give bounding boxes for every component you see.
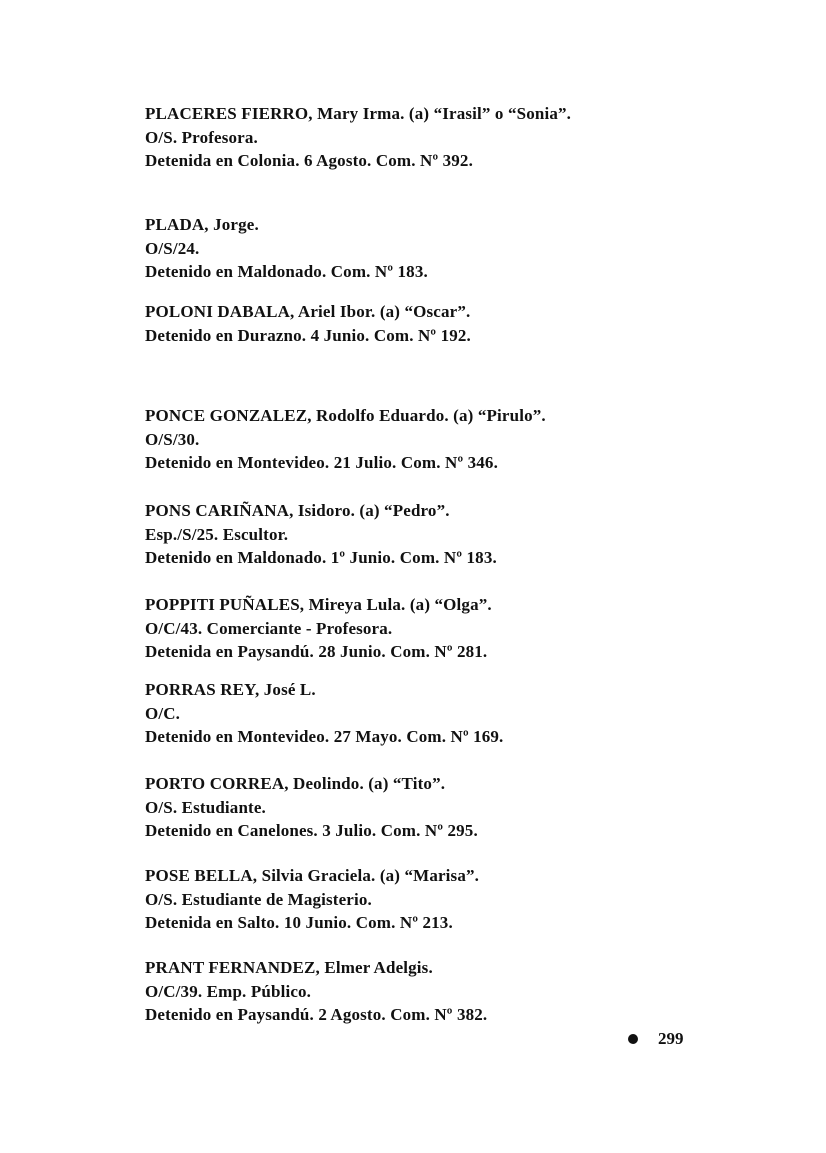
page-number: 299 [658,1029,684,1048]
list-item [145,499,765,593]
entry-detention: Detenida en Paysandú. 28 Junio. Com. Nº 281. [145,642,488,661]
entry-details: O/S/24. [145,238,200,258]
list-item [145,404,765,499]
list-item [145,864,765,956]
list-item [145,593,765,678]
list-item [145,300,765,404]
entry-name: PORRAS REY, José L. [145,680,316,699]
entry-name: PONCE GONZALEZ, Rodolfo Eduardo. (a) “Pirulo”. [145,406,546,425]
entry-details: Esp./S/25. Escultor. [145,524,289,544]
entry-name: PRANT FERNANDEZ, Elmer Adelgis. [145,958,433,977]
entry-detention: Detenido en Canelones. 3 Julio. Com. Nº 295. [145,821,478,840]
entry-name: POLONI DABALA, Ariel Ibor. (a) “Oscar”. [145,302,471,321]
list-item [145,213,765,300]
entry-details: O/S. Estudiante de Magisterio. [145,889,372,909]
entry-detention: Detenido en Montevideo. 21 Julio. Com. Nº 346. [145,453,498,472]
list-item [145,102,765,213]
entry-detention: Detenida en Salto. 10 Junio. Com. Nº 213. [145,913,453,932]
entry-detention: Detenido en Maldonado. Com. Nº 183. [145,262,428,281]
entry-name: PLADA, Jorge. [145,215,259,234]
entry-detention: Detenido en Maldonado. 1º Junio. Com. Nº 183. [145,548,497,567]
entry-name: POPPITI PUÑALES, Mireya Lula. (a) “Olga”. [145,595,492,614]
bullet-icon [628,1034,638,1044]
entry-details: O/S. Estudiante. [145,797,266,817]
entry-details: O/C/43. Comerciante - Profesora. [145,618,393,638]
entry-name: POSE BELLA, Silvia Graciela. (a) “Marisa”. [145,866,480,885]
entry-details: O/C/39. Emp. Público. [145,981,312,1001]
detainee-list [145,102,765,1050]
entry-detention: Detenido en Montevideo. 27 Mayo. Com. Nº 169. [145,727,504,746]
entry-details: O/S. Profesora. [145,127,258,147]
entry-details: O/S/30. [145,429,200,449]
entry-name: PORTO CORREA, Deolindo. (a) “Tito”. [145,774,446,793]
entry-detention: Detenida en Colonia. 6 Agosto. Com. Nº 392. [145,151,473,170]
list-item [145,772,765,864]
entry-details: O/C. [145,703,181,723]
list-item [145,678,765,772]
entry-name: PONS CARIÑANA, Isidoro. (a) “Pedro”. [145,501,450,520]
entry-detention: Detenido en Durazno. 4 Junio. Com. Nº 192. [145,325,471,345]
entry-detention: Detenido en Paysandú. 2 Agosto. Com. Nº 382. [145,1005,488,1024]
entry-name: PLACERES FIERRO, Mary Irma. (a) “Irasil” o “Sonia”. [145,104,572,123]
page-footer [628,1027,684,1051]
